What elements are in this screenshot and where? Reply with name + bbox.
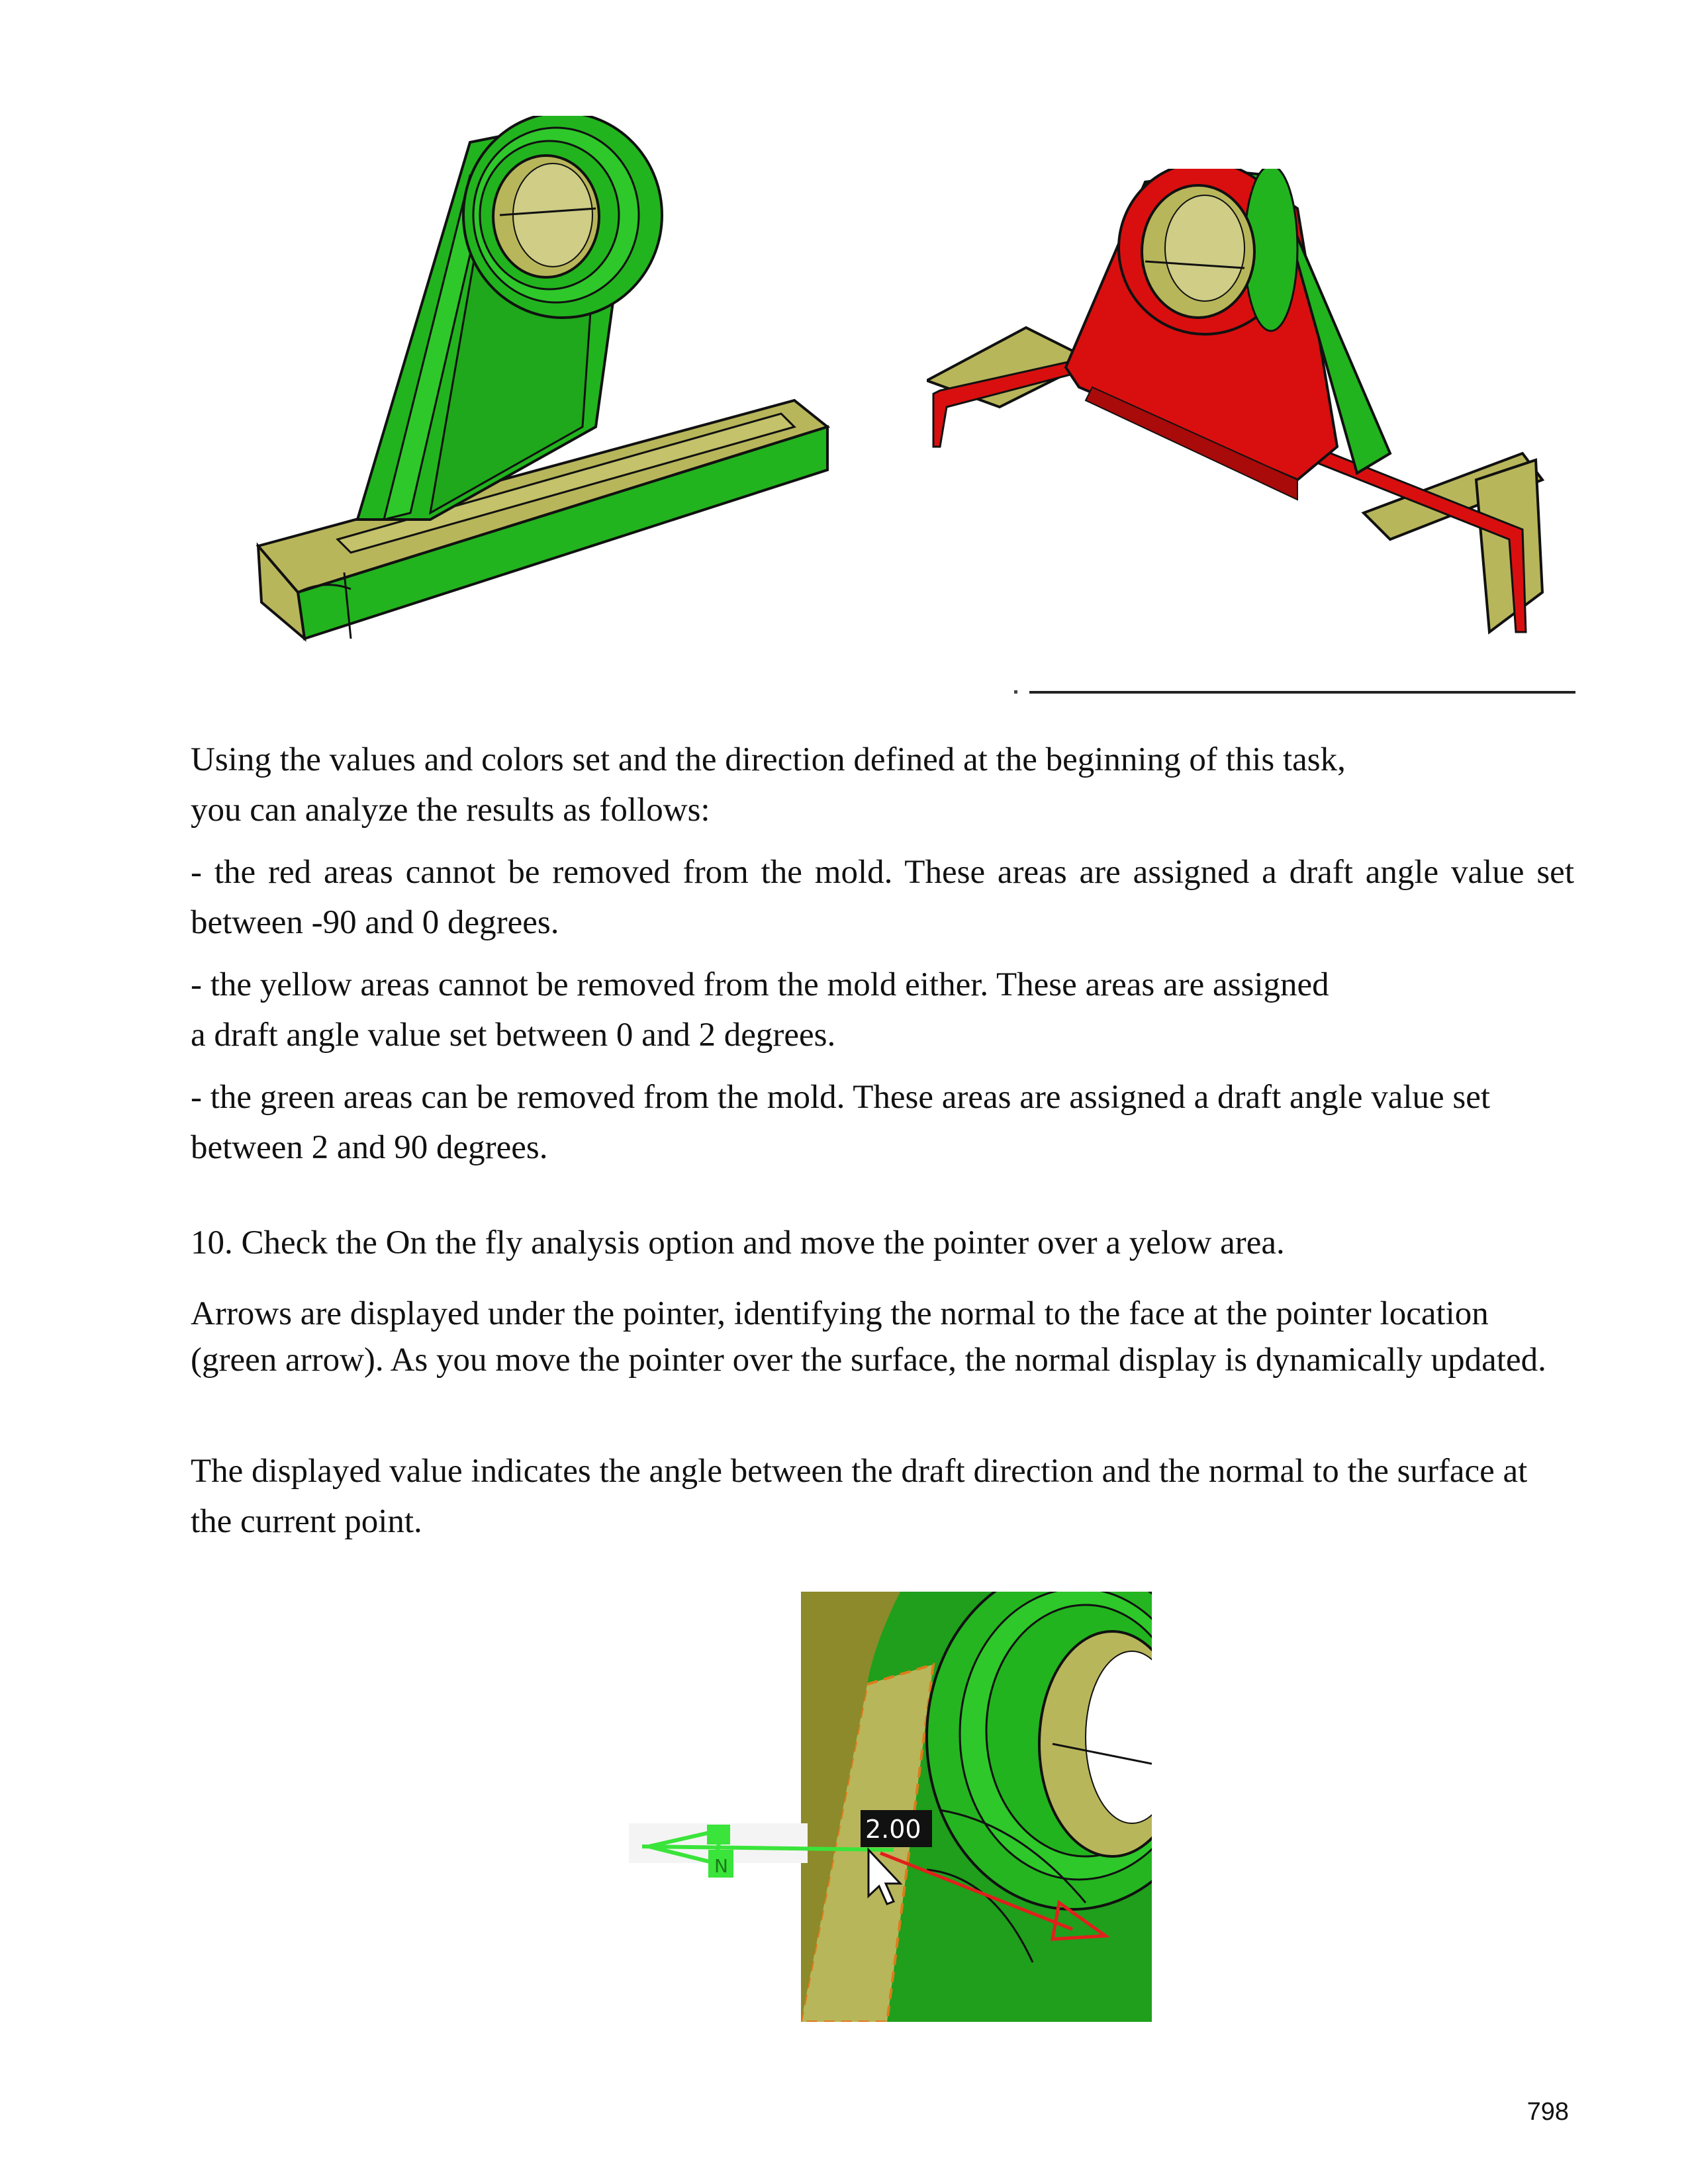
yellow-line-1: - the yellow areas cannot be removed from the mold either. These areas are assigned	[191, 966, 1329, 1003]
intro-line-1: Using the values and colors set and the direction defined at the beginning of this task,	[191, 741, 1346, 778]
separator-dot	[1014, 690, 1017, 694]
draft-analysis-figure-red-part	[927, 169, 1562, 659]
red-areas-paragraph: - the red areas cannot be removed from the mold. These areas are assigned a draft angle value set between -90 and 0 degrees.	[191, 854, 1574, 941]
yellow-line-2: a draft angle value set between 0 and 2 degrees.	[191, 1017, 836, 1054]
intro-line-2: you can analyze the results as follows:	[191, 792, 710, 829]
displayed-value-paragraph: The displayed value indicates the angle between the draft direction and the normal to the surface at the current point.	[191, 1453, 1528, 1540]
intro-paragraph	[191, 735, 1574, 835]
step-10-paragraph: 10. Check the On the fly analysis option and move the pointer over a yelow area.	[191, 1224, 1285, 1261]
draft-analysis-figure-green-part	[252, 116, 847, 659]
angle-value-text: 2.00	[865, 1815, 921, 1844]
on-the-fly-analysis-figure	[622, 1592, 1152, 2022]
yellow-areas-paragraph	[191, 960, 1574, 1060]
angle-value-tag	[861, 1810, 932, 1847]
page-number: 798	[1526, 2098, 1569, 2126]
normal-label: N	[714, 1855, 728, 1877]
green-areas-paragraph: - the green areas can be removed from the mold. These areas are assigned a draft angle value set between 2 and 90 degrees.	[191, 1079, 1491, 1166]
horizontal-rule	[1029, 691, 1575, 694]
arrows-paragraph: Arrows are displayed under the pointer, identifying the normal to the face at the pointer location (green arrow). As you move the pointer over the surface, the normal display is dynamically updated.	[191, 1295, 1546, 1379]
